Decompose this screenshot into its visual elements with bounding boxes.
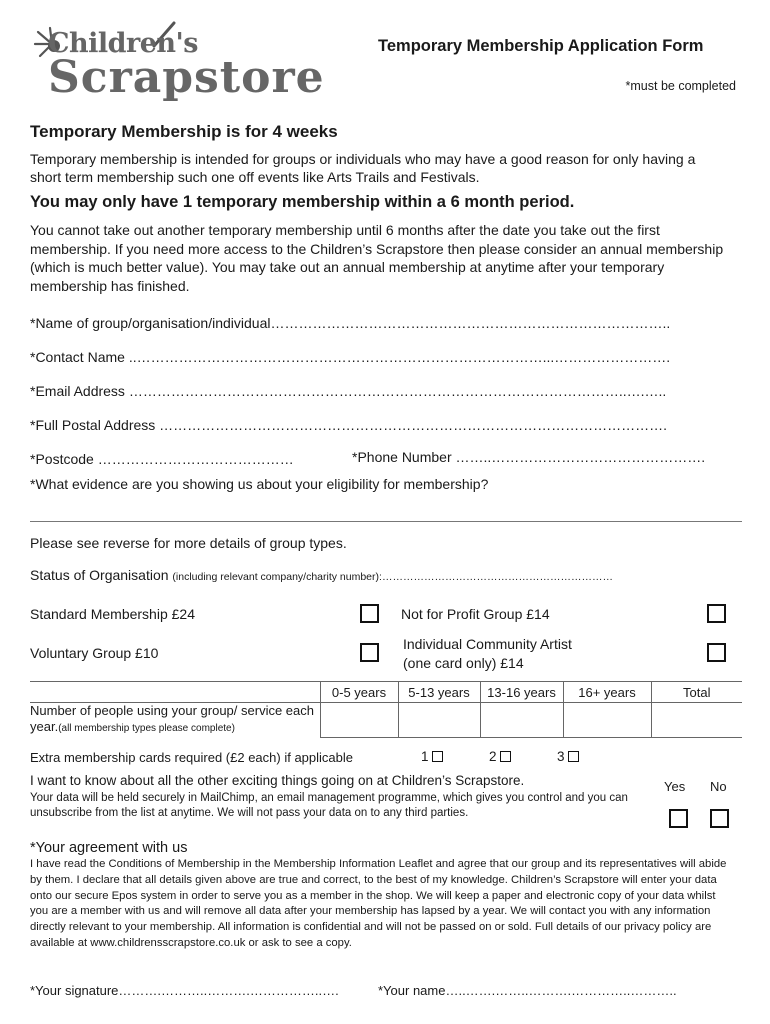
checkbox[interactable]	[432, 751, 443, 762]
standard-membership-checkbox[interactable]	[360, 604, 379, 623]
count-cell-16-plus[interactable]	[563, 703, 651, 738]
row-label-note: (all membership types please complete)	[58, 723, 235, 734]
count-cell-5-13[interactable]	[398, 703, 480, 738]
mailing-heading: I want to know about all the other exciting things going on at Children’s Scrapstore.	[30, 773, 525, 788]
eligibility-answer-area[interactable]	[30, 498, 742, 520]
checkbox[interactable]	[500, 751, 511, 762]
extra-card-option-1[interactable]	[421, 749, 443, 764]
extra-card-option-3[interactable]	[557, 749, 579, 764]
table-row	[30, 703, 742, 738]
agreement-heading: *Your agreement with us	[30, 840, 188, 856]
nonprofit-membership-label: Not for Profit Group £14	[401, 606, 550, 622]
contact-name-field[interactable]: *Contact Name ..……………………………………………………………………………...…………………….	[30, 349, 671, 365]
limit-text: You cannot take out another temporary membership until 6 months after the date you take out the first membership. If you need more access to the Children’s Scrapstore then please consider an annual membership (which is much better value). You may take out an annual membership at anytime after your temporary membership has finished.	[30, 222, 724, 294]
table-header: Total	[651, 682, 742, 703]
mailing-text: Your data will be held securely in MailChimp, an email management programme, which gives you control and you can unsubscribe from the list at anytime. We will not pass your data on to any third parties.	[30, 792, 628, 819]
count-cell-13-16[interactable]	[480, 703, 563, 738]
table-header: 13-16 years	[480, 682, 563, 703]
count-cell-total[interactable]	[651, 703, 742, 738]
table-header-row	[30, 682, 742, 703]
divider	[30, 521, 742, 522]
mailing-no-checkbox[interactable]	[710, 809, 729, 828]
standard-membership-label: Standard Membership £24	[30, 606, 195, 622]
intro-heading: Temporary Membership is for 4 weeks	[30, 122, 338, 141]
row-label-text: Number of people using your group/ service each year.	[30, 703, 314, 734]
table-header: 0-5 years	[320, 682, 398, 703]
table-header: 16+ years	[563, 682, 651, 703]
usage-table	[30, 681, 742, 738]
logo-line-1: Children's	[48, 28, 199, 59]
signature-field[interactable]: *Your signature……….………..……….……………..….	[30, 983, 339, 998]
postcode-field[interactable]: *Postcode ……………………………………	[30, 451, 294, 467]
nonprofit-membership-checkbox[interactable]	[707, 604, 726, 623]
name-field[interactable]: *Name of group/organisation/individual…………………………………………………………………………..	[30, 315, 671, 331]
option-label: 1	[421, 749, 429, 764]
option-label: 3	[557, 749, 565, 764]
scrapstore-logo	[30, 20, 325, 110]
artist-label-line2: (one card only) £14	[403, 655, 524, 671]
voluntary-group-label: Voluntary Group £10	[30, 645, 159, 661]
table-row-label	[30, 703, 320, 738]
status-label: Status of Organisation	[30, 567, 169, 583]
logo-line-2: Scrapstore	[48, 52, 325, 103]
organisation-status-field[interactable]	[30, 567, 742, 583]
checkbox[interactable]	[568, 751, 579, 762]
table-header-blank	[30, 682, 320, 703]
mailing-no-label: No	[710, 779, 727, 794]
postal-address-field[interactable]: *Full Postal Address ……………………………………………………………………………………………….	[30, 417, 668, 433]
agreement-text: I have read the Conditions of Membership in the Membership Information Leaflet and agree that our group and its representatives will abide by them. I declare that all details given above are true and correct, to the best of my knowledge. Children’s Scrapstore will enter your data onto our secure Epos system in order to serve you as a member in the shop. We will keep a paper and electronic copy of your data whilst you are a member with us and will remove all data after your membership has lapsed by a year. We will contact you with any information directly relevant to your membership. All information is confidential and will not be passed on or sold. Full details of our privacy policy are available at www.childrensscrapstore.co.uk or ask to see a copy.	[30, 858, 727, 949]
required-note: *must be completed	[625, 79, 736, 93]
status-dots: …………………………………………………………	[381, 571, 613, 583]
table-header: 5-13 years	[398, 682, 480, 703]
mailing-yes-checkbox[interactable]	[669, 809, 688, 828]
voluntary-group-checkbox[interactable]	[360, 643, 379, 662]
community-artist-checkbox[interactable]	[707, 643, 726, 662]
reverse-note: Please see reverse for more details of group types.	[30, 535, 347, 551]
limit-heading: You may only have 1 temporary membership within a 6 month period.	[30, 193, 575, 211]
extra-card-option-2[interactable]	[489, 749, 511, 764]
phone-field[interactable]: *Phone Number ……..……………………………………….	[352, 449, 706, 465]
option-label: 2	[489, 749, 497, 764]
count-cell-0-5[interactable]	[320, 703, 398, 738]
eligibility-question: *What evidence are you showing us about your eligibility for membership?	[30, 476, 489, 492]
extra-cards-label: Extra membership cards required (£2 each) if applicable	[30, 750, 353, 765]
status-note: (including relevant company/charity number):	[172, 571, 382, 583]
form-title: Temporary Membership Application Form	[378, 37, 704, 55]
your-name-field[interactable]: *Your name…..…….……..……….…………..………..	[378, 983, 677, 998]
artist-label-line1: Individual Community Artist	[403, 636, 572, 652]
intro-text: Temporary membership is intended for groups or individuals who may have a good reason for only having a short term membership such one off events like Arts Trails and Festivals.	[30, 151, 696, 185]
email-field[interactable]: *Email Address ……………………………………………………………………………………………..….…..	[30, 383, 667, 399]
mailing-yes-label: Yes	[664, 779, 686, 794]
